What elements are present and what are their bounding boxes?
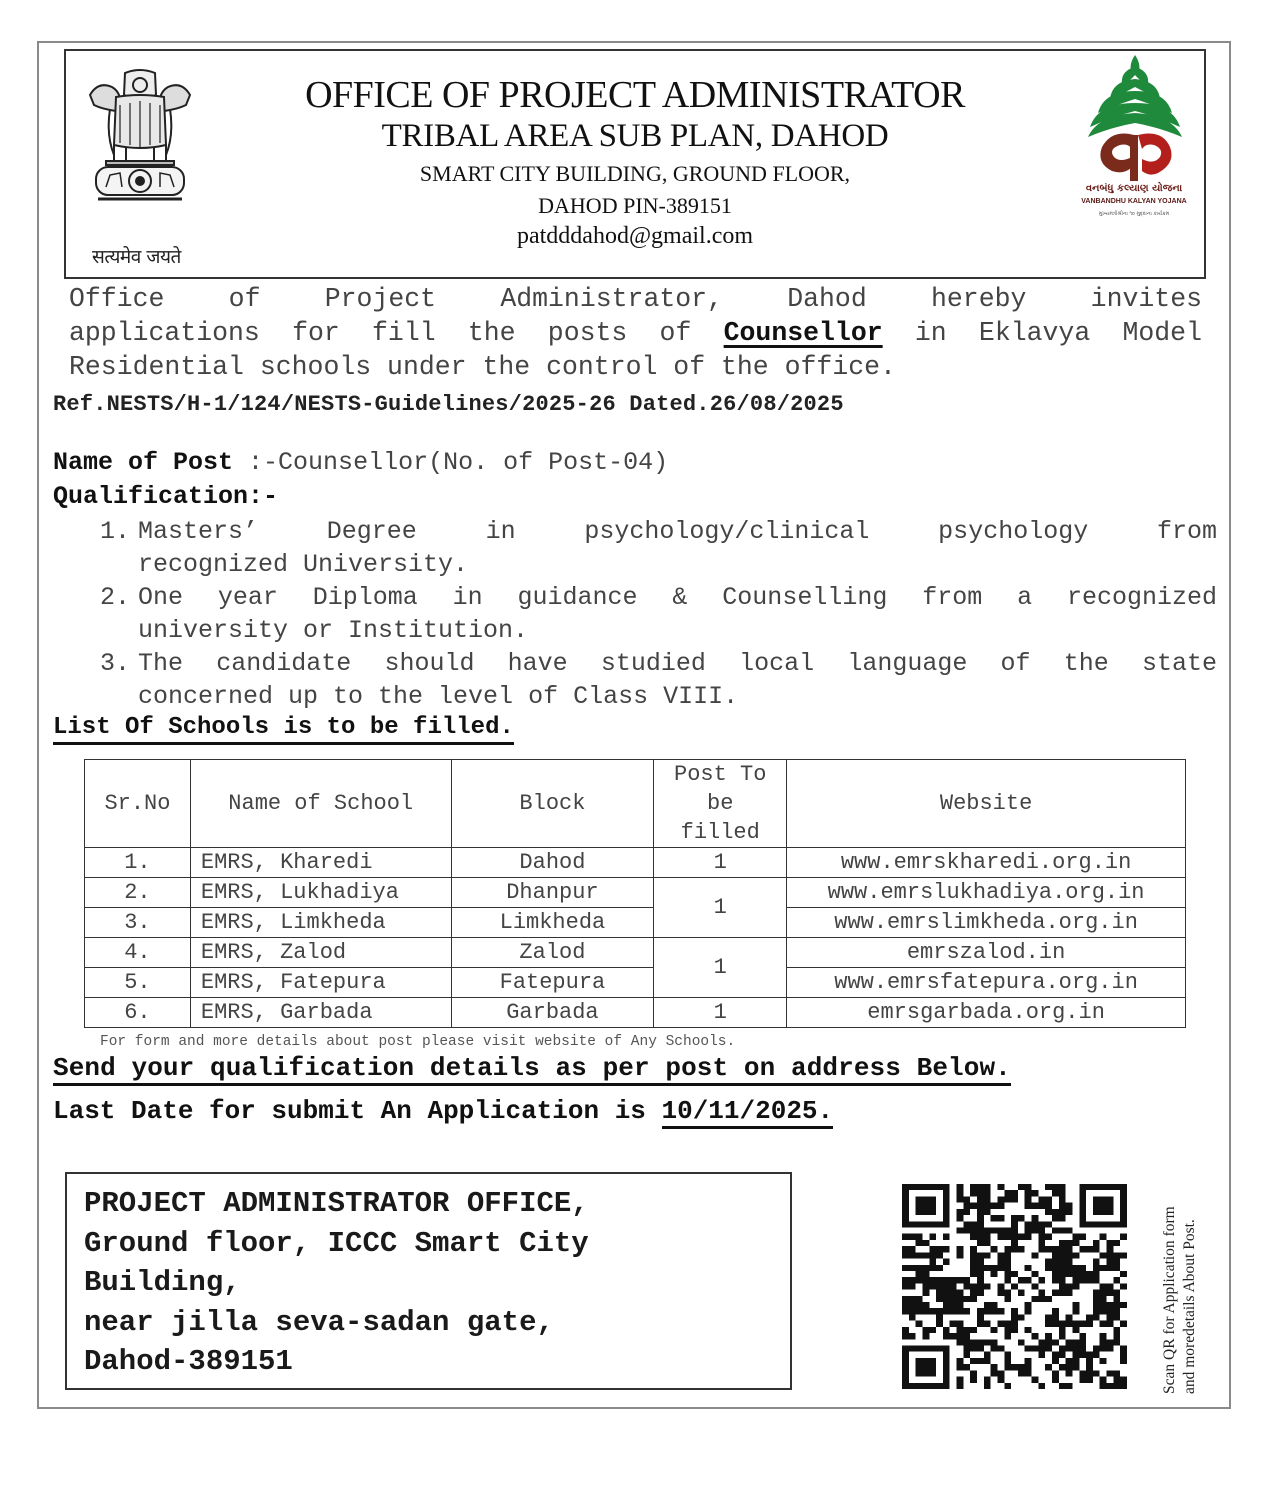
intro-line-2-end: in Eklavya Model bbox=[882, 318, 1202, 348]
cell-block: Limkheda bbox=[451, 908, 654, 938]
cell-posts: 1 bbox=[654, 998, 787, 1028]
cell-block: Dahod bbox=[451, 848, 654, 878]
office-subtitle: TRIBAL AREA SUB PLAN, DAHOD bbox=[381, 118, 889, 154]
table-row bbox=[85, 968, 1186, 998]
post-value: :-Counsellor(No. of Post-04) bbox=[248, 448, 669, 477]
cell-block: Dhanpur bbox=[451, 878, 654, 908]
qr-caption-line1: Scan QR for Application form bbox=[1161, 1206, 1178, 1394]
intro-line-1: Office of Project Administrator, Dahod hereby invites bbox=[69, 284, 1202, 314]
table-row bbox=[85, 908, 1186, 938]
qualification-number: 2. bbox=[100, 583, 131, 612]
qualification-list bbox=[100, 515, 1217, 713]
cell-sr: 3. bbox=[85, 908, 191, 938]
cell-school: EMRS, Fatepura bbox=[190, 968, 451, 998]
table-row bbox=[85, 938, 1186, 968]
intro-line-2-start: applications for fill the posts of bbox=[69, 318, 724, 348]
qualification-text-cont: university or Institution. bbox=[138, 616, 529, 645]
cell-website[interactable]: emrszalod.in bbox=[787, 938, 1186, 968]
qualification-text: The candidate should have studied local language of the state bbox=[138, 649, 1217, 678]
intro-paragraph bbox=[69, 282, 1202, 384]
table-header-row bbox=[85, 760, 1186, 848]
qualification-item bbox=[100, 647, 1217, 713]
post-name-line bbox=[53, 448, 668, 477]
qr-caption bbox=[1160, 1184, 1200, 1394]
intro-line-2 bbox=[69, 316, 1202, 350]
header-posts-line1: Post To bbox=[674, 762, 767, 787]
emblem-motto: सत्यमेव जयते bbox=[92, 246, 181, 268]
last-date-value: 10/11/2025. bbox=[662, 1096, 834, 1129]
reference-number: Ref.NESTS/H-1/124/NESTS-Guidelines/2025-26 Dated.26/08/2025 bbox=[53, 392, 844, 417]
cell-block: Fatepura bbox=[451, 968, 654, 998]
schools-table bbox=[84, 759, 1186, 1028]
table-row bbox=[85, 878, 1186, 908]
header-website: Website bbox=[787, 760, 1186, 848]
cell-school: EMRS, Garbada bbox=[190, 998, 451, 1028]
qualification-item bbox=[100, 581, 1217, 647]
office-title: OFFICE OF PROJECT ADMINISTRATOR bbox=[305, 74, 965, 116]
intro-line-3: Residential schools under the control of the office. bbox=[69, 352, 896, 382]
qualification-text: Masters’ Degree in psychology/clinical psychology from bbox=[138, 517, 1217, 546]
table-footnote: For form and more details about post please visit website of Any Schools. bbox=[100, 1034, 736, 1050]
cell-website[interactable]: emrsgarbada.org.in bbox=[787, 998, 1186, 1028]
address-line: Building, bbox=[84, 1266, 241, 1299]
cell-posts: 1 bbox=[654, 938, 787, 998]
header-block: Block bbox=[451, 760, 654, 848]
cell-posts: 1 bbox=[654, 848, 787, 878]
post-name-highlight: Counsellor bbox=[723, 318, 883, 348]
header-sr-no: Sr.No bbox=[85, 760, 191, 848]
qualification-number: 3. bbox=[100, 649, 131, 678]
office-email[interactable]: patdddahod@gmail.com bbox=[516, 223, 754, 249]
table-row bbox=[85, 998, 1186, 1028]
cell-block: Zalod bbox=[451, 938, 654, 968]
header-posts-line2: be bbox=[707, 791, 734, 816]
address-line: Dahod-389151 bbox=[84, 1345, 293, 1378]
cell-sr: 4. bbox=[85, 938, 191, 968]
last-date-line bbox=[53, 1096, 833, 1126]
cell-posts: 1 bbox=[654, 878, 787, 938]
cell-block: Garbada bbox=[451, 998, 654, 1028]
cell-website[interactable]: www.emrskharedi.org.in bbox=[787, 848, 1186, 878]
address-line: PROJECT ADMINISTRATOR OFFICE, bbox=[84, 1187, 589, 1220]
logo-gujarati-text: વનબંધુ કલ્યાણ યોજના bbox=[1085, 183, 1183, 194]
qualification-text: One year Diploma in guidance & Counselling from a recognized bbox=[138, 583, 1217, 612]
qualification-text-cont: recognized University. bbox=[138, 550, 469, 579]
address-line: near jilla seva-sadan gate, bbox=[84, 1305, 554, 1339]
qualification-heading: Qualification:- bbox=[53, 482, 279, 511]
send-instruction: Send your qualification details as per post on address Below. bbox=[53, 1053, 1011, 1086]
cell-school: EMRS, Lukhadiya bbox=[190, 878, 451, 908]
qr-modules bbox=[902, 1184, 1127, 1389]
cell-website[interactable]: www.emrslukhadiya.org.in bbox=[787, 878, 1186, 908]
qr-code-icon[interactable] bbox=[902, 1184, 1127, 1389]
qualification-item bbox=[100, 515, 1217, 581]
cell-sr: 6. bbox=[85, 998, 191, 1028]
cell-sr: 5. bbox=[85, 968, 191, 998]
address-line: Ground floor, ICCC Smart City bbox=[84, 1226, 589, 1260]
cell-sr: 1. bbox=[85, 848, 191, 878]
qualification-text-cont: concerned up to the level of Class VIII. bbox=[138, 682, 739, 711]
header-posts bbox=[654, 760, 787, 848]
schools-list-heading: List Of Schools is to be filled. bbox=[53, 714, 514, 745]
letterhead bbox=[64, 49, 1206, 279]
logo-subtext: મુખ્યમંત્રીશ્રીના ૧૦ મુદ્દાના કાર્યક્રમ bbox=[1098, 211, 1170, 217]
logo-english-text: VANBANDHU KALYAN YOJANA bbox=[1081, 198, 1187, 205]
address-box bbox=[65, 1172, 792, 1390]
qualification-number: 1. bbox=[100, 517, 131, 546]
qr-caption-line2: and moredetails About Post. bbox=[1181, 1219, 1198, 1394]
table-row bbox=[85, 848, 1186, 878]
cell-website[interactable]: www.emrslimkheda.org.in bbox=[787, 908, 1186, 938]
office-address-line2: DAHOD PIN-389151 bbox=[538, 193, 732, 218]
cell-sr: 2. bbox=[85, 878, 191, 908]
office-address-line1: SMART CITY BUILDING, GROUND FLOOR, bbox=[419, 161, 851, 186]
cell-school: EMRS, Zalod bbox=[190, 938, 451, 968]
header-posts-line3: filled bbox=[680, 820, 760, 845]
last-date-label: Last Date for submit An Application is bbox=[53, 1096, 662, 1126]
cell-school: EMRS, Limkheda bbox=[190, 908, 451, 938]
cell-website[interactable]: www.emrsfatepura.org.in bbox=[787, 968, 1186, 998]
header-school-name: Name of School bbox=[190, 760, 451, 848]
post-label: Name of Post bbox=[53, 448, 234, 477]
cell-school: EMRS, Kharedi bbox=[190, 848, 451, 878]
